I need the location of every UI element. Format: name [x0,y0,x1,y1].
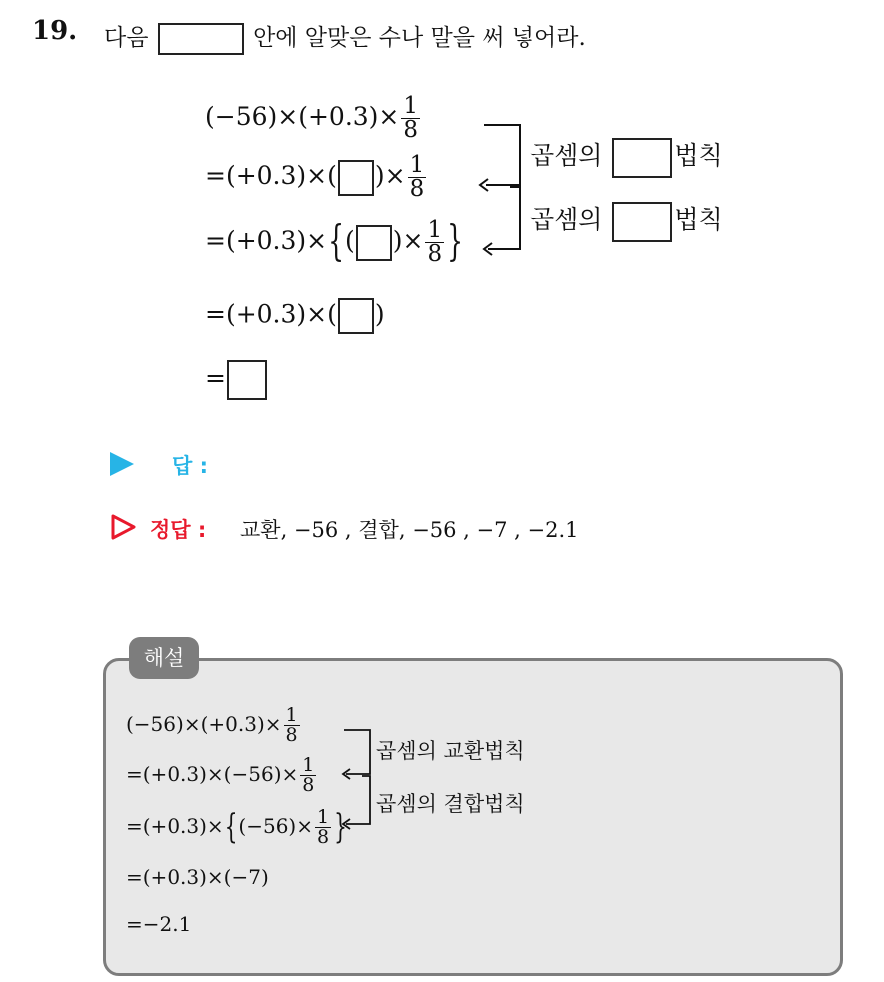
explanation-rule-1: 곱셈의 교환법칙 [376,739,525,763]
question-text [104,19,586,55]
rule-1: 곱셈의 법칙 [530,136,723,178]
expression-line-1 [205,95,422,142]
question-blank-box [158,23,244,55]
question-text-after: 안에 알맞은 수나 말을 써 넣어라. [253,25,586,51]
explanation-bracket-arrows [338,722,378,834]
bracket-lower [488,187,520,249]
explanation-line-4: =(+0.3)×(−7) [126,865,269,889]
blank-box-5 [227,360,267,400]
rule-2-blank [612,202,672,242]
answer-label: 답 : [172,454,208,478]
open-brace: { [328,215,345,266]
explanation-line-3: =(+0.3)×{(−56)× $\frac{1}{8}$ } [126,805,347,848]
explanation-line-1: (−56)×(+0.3)× $\frac{1}{8}$ [126,704,298,746]
fraction: $\frac{1}{8}$ [403,93,419,143]
explanation-tab: 해설 [129,637,199,679]
correct-label: 정답 : [150,518,207,542]
expression-line-1-text: (−56)×(+0.3)× [205,102,400,131]
bracket-arrows [470,115,530,260]
expression-line-3: =(+0.3)×{( )× $\frac{1}{8}$ } [205,215,464,267]
blank-box-2 [338,160,374,196]
expression-line-2-text: =(+0.3)×( [205,161,337,190]
close-brace: } [447,215,464,266]
question-number: 19. [32,16,78,46]
answer-triangle-icon [110,452,134,476]
expression-line-4-text: =(+0.3)×( [205,299,337,329]
bracket-upper [484,125,520,185]
expression-line-3-text: =(+0.3)× [205,226,328,255]
blank-box-4 [338,298,374,334]
fraction: $\frac{1}{8}$ [409,152,425,202]
correct-answer-text: 교환, −56 , 결합, −56 , −7 , −2.1 [240,518,579,542]
expression-line-4: =(+0.3)×( ) [205,298,385,334]
question-text-before: 다음 [104,25,149,51]
fraction: $\frac{1}{8}$ [317,806,330,848]
explanation-line-2: =(+0.3)×(−56)× $\frac{1}{8}$ [126,754,315,796]
explanation-line-5: =−2.1 [126,912,192,936]
blank-box-3 [356,225,392,261]
expression-line-2: =(+0.3)×( )× $\frac{1}{8}$ [205,152,425,202]
rule-2: 곱셈의 법칙 [530,200,723,242]
fraction: $\frac{1}{8}$ [427,217,443,267]
correct-triangle-icon [110,513,138,541]
expression-line-5-text: = [205,363,226,393]
fraction: $\frac{1}{8}$ [285,704,298,746]
explanation-rule-2: 곱셈의 결합법칙 [376,792,525,816]
fraction: $\frac{1}{8}$ [302,754,315,796]
rule-1-blank [612,138,672,178]
expression-line-5 [205,360,268,400]
